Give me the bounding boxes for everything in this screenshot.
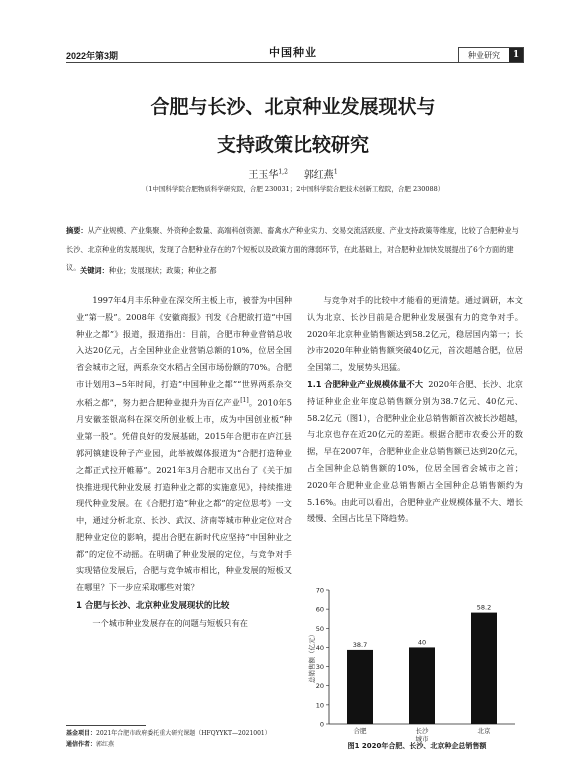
y-tick-label: 40 <box>315 643 324 652</box>
funding-note <box>66 728 271 750</box>
keywords-text: 种业；发展现状；政策；种业之都 <box>108 266 217 275</box>
y-tick-label: 70 <box>315 586 324 595</box>
chart-svg <box>307 582 527 742</box>
abstract-text: 从产业规模、产业集聚、外资种企数量、高端科创资源、畜禽水产种业实力、交易交流活跃度、产业支持政策等维度，比较了合肥种业与长沙、北京种业的发展现状，发现了合肥种业存在的7个短板以及政策方面的薄弱环节，在此基础上，对合肥种业加快发展提出了6个方面的建议。 <box>66 226 519 272</box>
right-column <box>307 292 523 527</box>
affiliation: （1中国科学院合肥物质科学研究院，合肥 230031；2中国科学院合肥技术创新工程院，合肥 230088） <box>141 185 445 193</box>
y-tick-label: 10 <box>315 701 324 710</box>
x-tick-label: 长沙 <box>415 727 429 735</box>
x-axis-label: 城市 <box>415 735 429 742</box>
fund-label: 基金项目： <box>66 730 97 737</box>
x-tick-label: 北京 <box>477 727 491 735</box>
data-label: 58.2 <box>476 603 492 612</box>
page-number: 1 <box>509 48 523 62</box>
corresponding-text: 郭红燕 <box>96 741 115 748</box>
citation[interactable]: [1] <box>240 396 249 404</box>
column-tag <box>458 47 524 63</box>
y-tick-label: 0 <box>319 720 324 729</box>
author-affil-mark: 1 <box>333 168 338 176</box>
paragraph-text: 1997年4月丰乐种业在深交所主板上市，被誉为中国种业“第一股”。2008年《安徽商报》刊发《合肥欲打造“中国种业之都”》报道，报道指出：目前，合肥市种业营销总收入达20亿元，占全国种业企业营销总额的10%，位居全国省会城市之冠，两系杂交水稻占全国市场份额的70%。合肥市计划用3~5年时间，打造“中国种业之都”“世界两系杂交水稻之都”，努力把合肥种业提升为百亿产业 <box>76 295 292 408</box>
paragraph <box>76 292 292 596</box>
x-tick-label: 合肥 <box>353 727 367 735</box>
bar <box>471 613 497 724</box>
paragraph-text: 。2010年5月安徽荃银高科在深交所创业板上市，成为中国创业板“种业第一股”。凭借良好的发展基础，2015年合肥市在庐江县郭河镇建设种子产业园，此举被媒体报道为“合肥打造种业之都正式拉开帷幕”。2021年3月合肥市又出台了《关于加快推进现代种业发展 打造种业之都的实施意见》，持续推进现代种业发展。在《合肥打造“种业之都”的定位思考》一文中，通过分析北京、长沙、武汉、济南等城市种业定位对合肥种业定位的影响，提出合肥在新时代应坚持“中国种业之都”的定位不动摇。在明确了种业发展的定位，与竞争对手实现错位发展后，合肥与竞争城市相比，种业发展的短板又在哪里？下一步应采取哪些对策？ <box>76 397 293 593</box>
issue-label: 2022年第3期 <box>66 51 119 61</box>
author-affil-mark: 1,2 <box>278 168 288 176</box>
paragraph: 一个城市种业发展存在的问题与短板只有在 <box>92 617 248 628</box>
author-name: 郭红燕 <box>303 170 334 181</box>
fund-text: 2021年合肥市政府委托重大研究课题（HFQYYKT—2021001） <box>96 730 271 737</box>
keywords <box>80 266 217 276</box>
paragraph: 与竞争对手的比较中才能看的更清楚。通过调研，本文认为北京、长沙目前是合肥种业发展强有力的竞争对手。2020年北京种业销售额达到58.2亿元，稳居国内第一；长沙市2020年种业销售额突破40亿元，首次超越合肥，位居全国第二，发展势头迅猛。 <box>307 295 523 373</box>
section-heading: 1 合肥与长沙、北京种业发展现状的比较 <box>76 601 230 612</box>
footnote-divider <box>66 725 146 726</box>
author-line <box>0 166 586 181</box>
figure-caption: 图1 2020年合肥、长沙、北京种企总销售额 <box>347 742 487 750</box>
article-title-line1: 合肥与长沙、北京种业发展现状与 <box>150 96 436 118</box>
article-title-line2: 支持政策比较研究 <box>216 134 369 156</box>
header-divider <box>66 62 522 63</box>
corresponding-label: 通信作者： <box>66 741 97 748</box>
paragraph <box>307 376 523 527</box>
bar-chart <box>307 582 527 742</box>
bar <box>409 647 435 724</box>
bar <box>347 650 373 724</box>
abstract-label: 摘要： <box>66 226 88 235</box>
subsection-heading: 1.1 合肥种业产业规模体量不大 <box>307 378 423 389</box>
y-axis-label: 总销售额（亿元） <box>308 631 316 683</box>
data-label: 38.7 <box>352 640 368 649</box>
data-label: 40 <box>417 638 427 647</box>
left-column <box>76 292 292 632</box>
y-tick-label: 50 <box>315 624 324 633</box>
column-label: 种业研究 <box>468 50 500 60</box>
y-tick-label: 60 <box>315 605 324 614</box>
author-name: 王玉华 <box>248 170 279 181</box>
paragraph-text: 2020年合肥、长沙、北京持证种业企业年度总销售额分别为38.7亿元、40亿元、58.2亿元（图1），合肥种业企业总销售额首次被长沙超越，与北京也存在近20亿元的差距。根据合肥市农委公开的数据，早在2007年，合肥种业企业总销售额已达到20亿元，占全国种企总销售额的10%，位居全国省会城市之首；2020年合肥种业企业总销售额占全国种企总销售额约为5.16%。由此可以看出，合肥种业产业规模体量不大、增长缓慢、全国占比呈下降趋势。 <box>307 378 523 524</box>
keywords-label: 关键词： <box>80 266 109 275</box>
y-tick-label: 30 <box>315 663 324 672</box>
y-tick-label: 20 <box>315 682 324 691</box>
journal-name: 中国种业 <box>269 46 317 59</box>
